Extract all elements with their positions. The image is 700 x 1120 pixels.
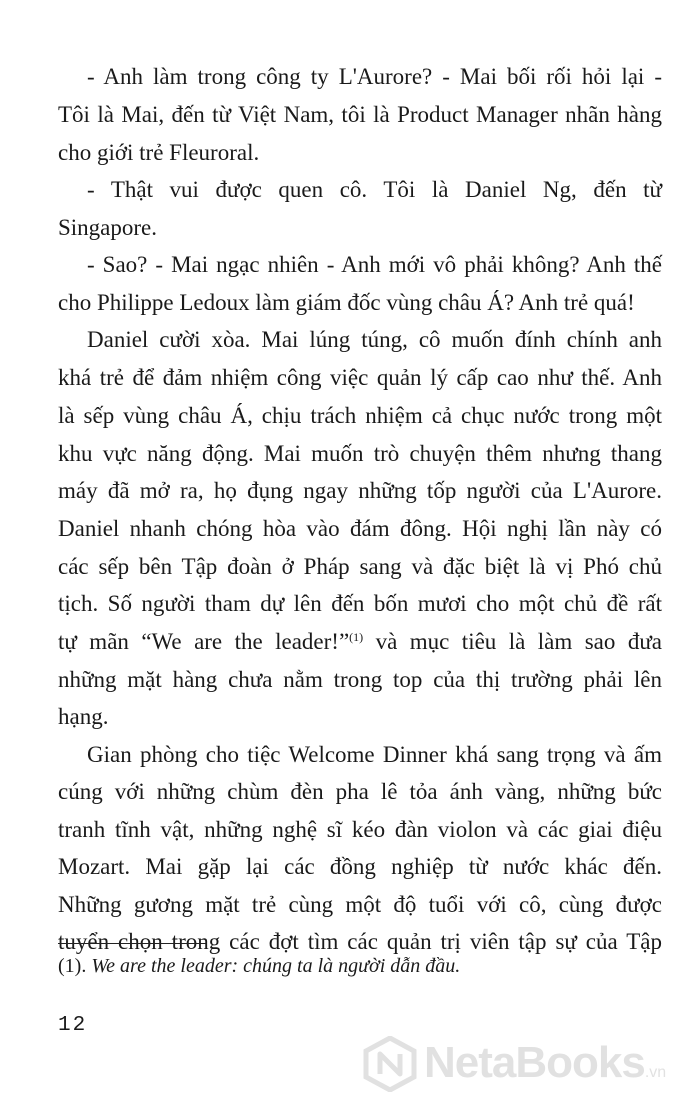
footnote-number: (1).: [58, 955, 87, 977]
text-line: là sếp vùng châu Á, chịu trách nhiệm cả chục nước trong một: [58, 403, 662, 428]
text-line: Gian phòng cho tiệc Welcome Dinner khá sang trọng và ấm: [87, 742, 662, 767]
text-line: Những gương mặt trẻ cùng một độ tuổi với cô, cùng được: [58, 892, 662, 917]
footnote-marker: (1): [349, 630, 364, 644]
text-line: Mozart. Mai gặp lại các đồng nghiệp từ nước khác đến.: [58, 854, 662, 879]
page-number: 12: [58, 1014, 88, 1037]
watermark-suffix: .vn: [644, 1064, 667, 1081]
watermark-brand: NetaBooks: [424, 1038, 645, 1087]
text-line: - Anh làm trong công ty L'Aurore? - Mai bối rối hỏi lại -: [87, 64, 662, 89]
watermark: [362, 1030, 692, 1098]
text-segment: tự mãn “We are the leader!”: [58, 629, 350, 654]
text-line: Singapore.: [58, 215, 158, 240]
text-line: Tôi là Mai, đến từ Việt Nam, tôi là Product Manager nhãn hàng: [58, 102, 662, 127]
text-line: tranh tĩnh vật, những nghệ sĩ kéo đàn violon và các giai điệu: [58, 817, 662, 842]
text-line-with-footnote: [58, 627, 662, 657]
text-line: tịch. Số người tham dự lên đến bốn mươi cho một chủ đề rất: [58, 591, 662, 616]
text-line: Daniel cười xòa. Mai lúng túng, cô muốn đính chính anh: [87, 327, 662, 352]
text-line: tuyển chọn trong các đợt tìm các quản trị viên tập sự của Tập: [58, 929, 662, 954]
text-line: khá trẻ để đảm nhiệm công việc quản lý cấp cao như thế. Anh: [58, 365, 662, 390]
text-line: khu vực năng động. Mai muốn trò chuyện thêm nhưng thang: [58, 441, 662, 466]
text-line: cúng với những chùm đèn pha lê tỏa ánh vàng, những bức: [58, 779, 662, 804]
footnote: [58, 952, 662, 980]
text-line: máy đã mở ra, họ đụng ngay những tốp người của L'Aurore.: [58, 478, 662, 503]
text-line: những mặt hàng chưa nằm trong top của thị trường phải lên: [58, 667, 662, 692]
text-line: - Sao? - Mai ngạc nhiên - Anh mới vô phải không? Anh thế: [87, 252, 662, 277]
text-line: - Thật vui được quen cô. Tôi là Daniel Ng, đến từ: [87, 177, 662, 202]
netabooks-logo-icon: [362, 1036, 418, 1092]
footnote-divider: [58, 943, 206, 944]
footnote-text: We are the leader: chúng ta là người dẫn đầu.: [86, 955, 461, 977]
text-line: các sếp bên Tập đoàn ở Pháp sang và đặc biệt là vị Phó chủ: [58, 554, 662, 579]
text-segment: và mục tiêu là làm sao đưa: [363, 629, 662, 654]
text-line: cho Philippe Ledoux làm giám đốc vùng châu Á? Anh trẻ quá!: [58, 290, 635, 315]
text-line: hạng.: [58, 704, 109, 729]
text-line: Daniel nhanh chóng hòa vào đám đông. Hội nghị lần này có: [58, 516, 662, 541]
text-line: cho giới trẻ Fleuroral.: [58, 140, 260, 165]
watermark-text: [424, 1038, 666, 1088]
